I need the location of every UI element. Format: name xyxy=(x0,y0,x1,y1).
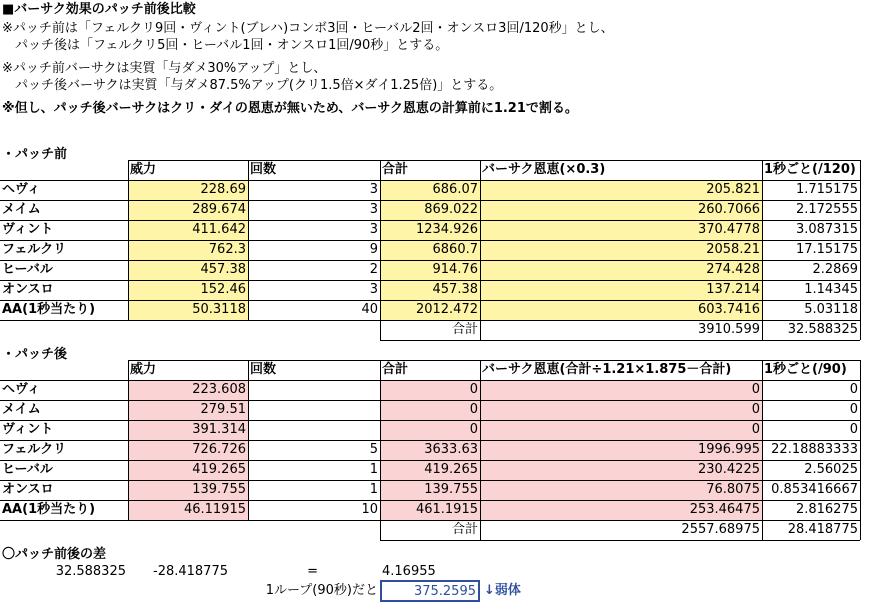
grid-line xyxy=(0,200,860,201)
grid-line xyxy=(0,280,860,281)
after-cell-power[interactable]: 726.726 xyxy=(128,440,248,460)
after-cell-persec[interactable]: 22.18883333 xyxy=(771,442,858,457)
before-cell-bonus[interactable]: 260.7066 xyxy=(480,200,762,220)
after-cell-bonus[interactable]: 253.46475 xyxy=(480,500,762,520)
before-cell-count[interactable]: 9 xyxy=(369,242,378,257)
after-cell-bonus[interactable]: 230.4225 xyxy=(480,460,762,480)
grid-line xyxy=(860,360,861,540)
grid-line xyxy=(480,160,481,340)
verdict-label: ↓弱体 xyxy=(484,583,521,598)
after-cell-bonus[interactable]: 0 xyxy=(480,420,762,440)
after-sum-bonus[interactable]: 2557.68975 xyxy=(681,522,760,537)
after-cell-count[interactable] xyxy=(248,380,380,400)
note-line-2: パッチ後は「フェルクリ5回・ヒーバル1回・オンスロ1回/90秒」とする。 xyxy=(2,38,449,53)
grid-line xyxy=(0,380,860,381)
after-cell-name[interactable]: AA(1秒当たり) xyxy=(2,502,96,517)
grid-line xyxy=(128,360,129,520)
grid-line xyxy=(0,520,860,521)
after-cell-name[interactable]: オンスロ xyxy=(2,482,54,497)
after-cell-power[interactable]: 223.608 xyxy=(128,380,248,400)
grid-line xyxy=(0,500,860,501)
section-diff-title: 〇パッチ前後の差 xyxy=(2,547,107,562)
after-cell-power[interactable]: 419.265 xyxy=(128,460,248,480)
after-cell-name[interactable]: フェルクリ xyxy=(2,442,67,457)
section-after-title: ・パッチ後 xyxy=(2,347,68,362)
after-cell-total[interactable]: 419.265 xyxy=(380,460,480,480)
grid-line xyxy=(128,160,860,161)
before-header-4: バーサク恩恵(×0.3) xyxy=(482,162,606,177)
after-cell-total[interactable]: 0 xyxy=(380,380,480,400)
before-sum-label: 合計 xyxy=(451,322,478,337)
grid-line xyxy=(480,360,481,540)
diff-equals: = xyxy=(307,564,318,579)
grid-line xyxy=(0,220,860,221)
before-cell-total[interactable]: 6860.7 xyxy=(380,240,480,260)
before-cell-bonus[interactable]: 205.821 xyxy=(480,180,762,200)
grid-line xyxy=(762,160,763,340)
after-cell-count[interactable] xyxy=(248,400,380,420)
before-cell-total[interactable]: 457.38 xyxy=(380,280,480,300)
diff-result: 4.16955 xyxy=(382,564,436,579)
after-cell-name[interactable]: ヴィント xyxy=(2,422,54,437)
grid-line xyxy=(248,160,249,320)
before-header-1: 威力 xyxy=(130,162,157,177)
grid-line xyxy=(0,180,860,181)
after-cell-power[interactable]: 279.51 xyxy=(128,400,248,420)
before-cell-power[interactable]: 457.38 xyxy=(128,260,248,280)
before-cell-count[interactable]: 3 xyxy=(369,202,378,217)
grid-line xyxy=(0,480,860,481)
after-cell-persec[interactable]: 0 xyxy=(849,422,858,437)
before-cell-persec[interactable]: 3.087315 xyxy=(795,222,858,237)
grid-line xyxy=(0,300,860,301)
grid-line xyxy=(380,340,860,341)
after-cell-bonus[interactable]: 0 xyxy=(480,380,762,400)
after-header-1: 威力 xyxy=(130,362,157,377)
before-cell-total[interactable]: 869.022 xyxy=(380,200,480,220)
grid-line xyxy=(0,320,860,321)
before-cell-persec[interactable]: 17.15175 xyxy=(795,242,858,257)
before-cell-bonus[interactable]: 370.4778 xyxy=(480,220,762,240)
grid-line xyxy=(380,360,381,540)
before-cell-count[interactable]: 3 xyxy=(369,182,378,197)
after-cell-count[interactable]: 1 xyxy=(369,482,378,497)
before-header-2: 回数 xyxy=(250,162,277,177)
after-sum-label: 合計 xyxy=(451,522,478,537)
before-cell-bonus[interactable]: 274.428 xyxy=(480,260,762,280)
after-cell-total[interactable]: 461.1915 xyxy=(380,500,480,520)
loop-label: 1ループ(90秒)だと xyxy=(265,583,378,598)
diff-after-value: -28.418775 xyxy=(153,564,228,579)
after-cell-count[interactable]: 1 xyxy=(369,462,378,477)
before-cell-persec[interactable]: 2.2869 xyxy=(812,262,858,277)
diff-before-value: 32.588325 xyxy=(55,564,126,579)
after-cell-persec[interactable]: 2.56025 xyxy=(804,462,858,477)
after-cell-power[interactable]: 46.11915 xyxy=(128,500,248,520)
before-cell-bonus[interactable]: 603.7416 xyxy=(480,300,762,320)
grid-line xyxy=(248,360,249,520)
after-cell-power[interactable]: 139.755 xyxy=(128,480,248,500)
grid-line xyxy=(128,360,860,361)
after-cell-name[interactable]: ヘヴィ xyxy=(2,382,41,397)
before-cell-total[interactable]: 914.76 xyxy=(380,260,480,280)
grid-line xyxy=(860,160,861,340)
grid-line xyxy=(0,260,860,261)
after-cell-persec[interactable]: 0 xyxy=(849,402,858,417)
grid-line xyxy=(0,400,860,401)
after-cell-name[interactable]: ヒーバル xyxy=(2,462,53,477)
after-header-5: 1秒ごと(/90) xyxy=(764,362,847,377)
after-cell-total[interactable]: 139.755 xyxy=(380,480,480,500)
note-line-3: ※パッチ前バーサクは実質「与ダメ30%アップ」とし、 xyxy=(2,61,327,76)
after-sum-persec[interactable]: 28.418775 xyxy=(787,522,858,537)
after-cell-total[interactable]: 3633.63 xyxy=(380,440,480,460)
after-cell-total[interactable]: 0 xyxy=(380,400,480,420)
before-cell-power[interactable]: 152.46 xyxy=(128,280,248,300)
after-cell-count[interactable]: 5 xyxy=(369,442,378,457)
after-cell-bonus[interactable]: 0 xyxy=(480,400,762,420)
before-cell-count[interactable]: 40 xyxy=(361,302,378,317)
before-cell-power[interactable]: 411.642 xyxy=(128,220,248,240)
grid-line xyxy=(380,160,381,340)
before-cell-persec[interactable]: 5.03118 xyxy=(804,302,858,317)
after-cell-persec[interactable]: 2.816275 xyxy=(795,502,858,517)
before-cell-bonus[interactable]: 2058.21 xyxy=(480,240,762,260)
after-cell-power[interactable]: 391.314 xyxy=(128,420,248,440)
before-cell-name[interactable]: メイム xyxy=(2,202,41,217)
grid-line xyxy=(128,160,129,320)
before-cell-count[interactable]: 3 xyxy=(369,222,378,237)
before-cell-power[interactable]: 50.3118 xyxy=(128,300,248,320)
after-cell-count[interactable]: 10 xyxy=(361,502,378,517)
before-cell-name[interactable]: ヴィント xyxy=(2,222,54,237)
before-cell-count[interactable]: 3 xyxy=(369,282,378,297)
before-cell-total[interactable]: 1234.926 xyxy=(380,220,480,240)
before-sum-persec[interactable]: 32.588325 xyxy=(787,322,858,337)
after-header-4: バーサク恩恵(合計÷1.21×1.875－合計) xyxy=(482,362,732,377)
after-cell-total[interactable]: 0 xyxy=(380,420,480,440)
after-cell-persec[interactable]: 0 xyxy=(849,382,858,397)
loop-value-cell[interactable]: 375.2595 xyxy=(380,580,480,602)
before-cell-persec[interactable]: 1.715175 xyxy=(795,182,858,197)
page-title: ■バーサク効果のパッチ前後比較 xyxy=(2,2,196,17)
before-cell-name[interactable]: フェルクリ xyxy=(2,242,67,257)
after-header-2: 回数 xyxy=(250,362,277,377)
before-cell-count[interactable]: 2 xyxy=(369,262,378,277)
grid-line xyxy=(0,240,860,241)
note-line-4: パッチ後バーサクは実質「与ダメ87.5%アップ(クリ1.5倍×ダイ1.25倍)」とする。 xyxy=(2,78,503,93)
before-cell-persec[interactable]: 1.14345 xyxy=(804,282,858,297)
before-cell-name[interactable]: AA(1秒当たり) xyxy=(2,302,96,317)
after-cell-persec[interactable]: 0.853416667 xyxy=(771,482,858,497)
before-sum-bonus[interactable]: 3910.599 xyxy=(697,322,760,337)
after-cell-bonus[interactable]: 76.8075 xyxy=(480,480,762,500)
grid-line xyxy=(0,440,860,441)
before-cell-power[interactable]: 289.674 xyxy=(128,200,248,220)
before-cell-name[interactable]: ヒーバル xyxy=(2,262,53,277)
before-cell-total[interactable]: 686.07 xyxy=(380,180,480,200)
before-cell-bonus[interactable]: 137.214 xyxy=(480,280,762,300)
before-cell-power[interactable]: 228.69 xyxy=(128,180,248,200)
grid-line xyxy=(762,360,763,540)
before-header-3: 合計 xyxy=(382,162,409,177)
grid-line xyxy=(380,540,860,541)
after-cell-name[interactable]: メイム xyxy=(2,402,41,417)
grid-line xyxy=(0,460,860,461)
section-before-title: ・パッチ前 xyxy=(2,147,68,162)
before-cell-total[interactable]: 2012.472 xyxy=(380,300,480,320)
before-header-5: 1秒ごと(/120) xyxy=(764,162,856,177)
before-cell-name[interactable]: ヘヴィ xyxy=(2,182,41,197)
after-cell-count[interactable] xyxy=(248,420,380,440)
before-cell-power[interactable]: 762.3 xyxy=(128,240,248,260)
before-cell-persec[interactable]: 2.172555 xyxy=(795,202,858,217)
note-line-5: ※但し、パッチ後バーサクはクリ・ダイの恩恵が無いため、バーサク恩恵の計算前に1.21で割る。 xyxy=(2,101,578,116)
before-cell-name[interactable]: オンスロ xyxy=(2,282,54,297)
after-header-3: 合計 xyxy=(382,362,409,377)
grid-line xyxy=(0,420,860,421)
note-line-1: ※パッチ前は「フェルクリ9回・ヴィント(ブレハ)コンボ3回・ヒーバル2回・オンスロ3回/120秒」とし、 xyxy=(2,21,614,36)
after-cell-bonus[interactable]: 1996.995 xyxy=(480,440,762,460)
